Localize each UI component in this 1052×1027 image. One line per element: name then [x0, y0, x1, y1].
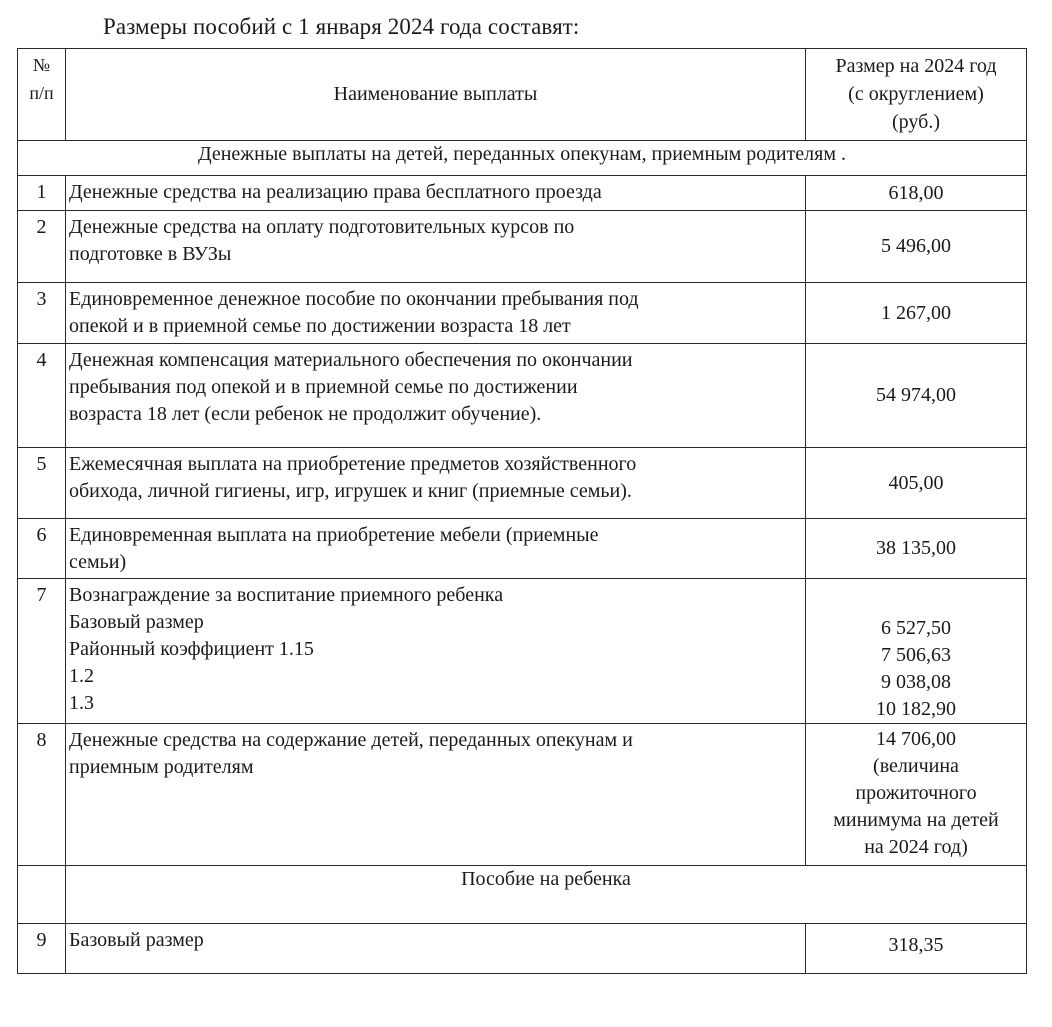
table-row — [18, 448, 1027, 519]
table-row — [18, 924, 1027, 974]
row-number: 3 — [18, 283, 66, 344]
table-row — [18, 519, 1027, 579]
row-value: 318,35 — [806, 924, 1027, 974]
table-header-row — [18, 49, 1027, 141]
row-value: 1 267,00 — [806, 283, 1027, 344]
header-number-label: п/п — [29, 83, 54, 103]
section-title: Пособие на ребенка — [66, 866, 1027, 924]
header-number — [18, 49, 66, 141]
row-number: 7 — [18, 579, 66, 724]
table-row — [18, 283, 1027, 344]
row-value — [806, 579, 1027, 724]
row-value: 618,00 — [806, 176, 1027, 211]
table-row — [18, 724, 1027, 866]
row-number: 9 — [18, 924, 66, 974]
row-name-line: 1.3 — [69, 692, 94, 714]
row-name-line: Базовый размер — [69, 929, 204, 951]
section-header-row — [18, 866, 1027, 924]
row-name-line: Денежные средства на оплату подготовительных курсов по — [69, 216, 575, 238]
row-value: 38 135,00 — [806, 519, 1027, 579]
header-value-line: (с округлением) — [848, 83, 984, 105]
section-header-row — [18, 141, 1027, 176]
header-number-symbol: № — [32, 55, 51, 75]
row-name — [66, 448, 806, 519]
row-name-line: Единовременная выплата на приобретение мебели (приемные — [69, 524, 599, 546]
row-value-line: (величина — [873, 755, 959, 777]
row-name-line: приемным родителям — [69, 756, 254, 778]
row-number: 2 — [18, 211, 66, 283]
row-name-line: подготовке в ВУЗы — [69, 243, 232, 265]
row-number: 5 — [18, 448, 66, 519]
header-value — [806, 49, 1027, 141]
document-title: Размеры пособий с 1 января 2024 года составят: — [103, 14, 580, 39]
row-value: 405,00 — [806, 448, 1027, 519]
row-name — [66, 344, 806, 448]
table-row — [18, 344, 1027, 448]
row-value — [806, 724, 1027, 866]
table-row — [18, 176, 1027, 211]
row-name-line: Базовый размер — [69, 611, 204, 633]
row-name — [66, 579, 806, 724]
row-value-line: 6 527,50 — [881, 617, 951, 639]
benefits-table — [17, 48, 1027, 974]
header-name: Наименование выплаты — [66, 49, 806, 141]
header-value-line: Размер на 2024 год — [835, 55, 997, 77]
row-name-line: Единовременное денежное пособие по окончании пребывания под — [69, 288, 639, 310]
row-value-line: 7 506,63 — [881, 644, 951, 666]
row-name-line: обихода, личной гигиены, игр, игрушек и книг (приемные семьи). — [69, 480, 632, 502]
row-name-line: Денежные средства на реализацию права бесплатного проезда — [69, 181, 602, 203]
section-number-cell — [18, 866, 66, 924]
row-value-line: прожиточного — [855, 782, 977, 804]
row-value-line: 14 706,00 — [876, 728, 956, 750]
row-number: 6 — [18, 519, 66, 579]
row-value-line: 10 182,90 — [876, 698, 956, 720]
section-title: Денежные выплаты на детей, переданных опекунам, приемным родителям . — [18, 141, 1027, 176]
row-name-line: возраста 18 лет (если ребенок не продолжит обучение). — [69, 403, 542, 425]
row-name-line: Денежные средства на содержание детей, переданных опекунам и — [69, 729, 633, 751]
row-name-line: семьи) — [69, 551, 127, 573]
row-value: 54 974,00 — [806, 344, 1027, 448]
header-value-line: (руб.) — [892, 111, 940, 133]
row-name-line: Ежемесячная выплата на приобретение предметов хозяйственного — [69, 453, 637, 475]
row-number: 4 — [18, 344, 66, 448]
row-name-line: Районный коэффициент 1.15 — [69, 638, 314, 660]
row-name-line: Вознаграждение за воспитание приемного ребенка — [69, 584, 504, 606]
row-name — [66, 176, 806, 211]
row-number: 8 — [18, 724, 66, 866]
row-name-line: Денежная компенсация материального обеспечения по окончании — [69, 349, 633, 371]
row-value-line: на 2024 год) — [864, 836, 968, 858]
row-name — [66, 519, 806, 579]
row-name — [66, 211, 806, 283]
table-row — [18, 211, 1027, 283]
row-name — [66, 924, 806, 974]
row-value-line: минимума на детей — [833, 809, 999, 831]
row-number: 1 — [18, 176, 66, 211]
row-name-line: пребывания под опекой и в приемной семье по достижении — [69, 376, 578, 398]
row-name-line: опекой и в приемной семье по достижении возраста 18 лет — [69, 315, 571, 337]
row-value: 5 496,00 — [806, 211, 1027, 283]
row-name — [66, 283, 806, 344]
row-name — [66, 724, 806, 866]
table-row — [18, 579, 1027, 724]
row-value-line: 9 038,08 — [881, 671, 951, 693]
row-name-line: 1.2 — [69, 665, 94, 687]
